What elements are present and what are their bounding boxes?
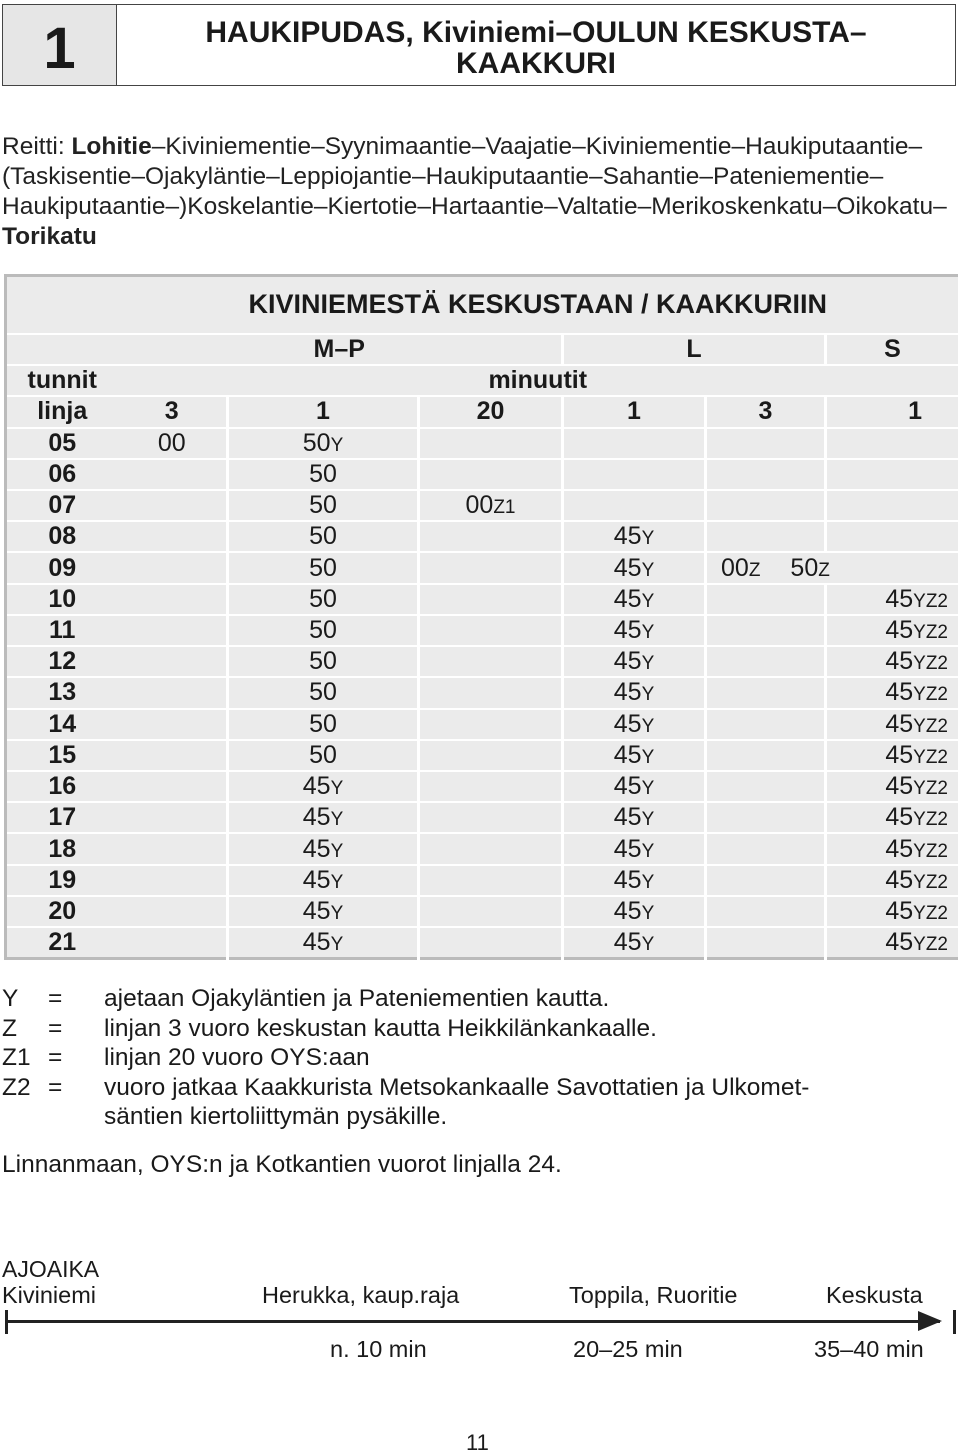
timetable (4, 274, 958, 960)
hour-cell: 15 (6, 740, 118, 771)
departure-minute: 45 (613, 522, 642, 551)
departure-cell (419, 615, 563, 646)
departure-minute: 45 (885, 928, 914, 957)
hour-cell: 11 (6, 615, 118, 646)
departure-minute: 45 (885, 616, 914, 644)
legend-key: Y (2, 985, 19, 1012)
timetable-row (6, 646, 960, 677)
departure-cell (228, 646, 419, 677)
departure-minute: 45 (613, 865, 642, 894)
departure-minute: 50 (309, 709, 337, 738)
departure-cell (228, 584, 419, 615)
departure-suffix: Y (641, 622, 655, 643)
timetable-row (6, 459, 960, 490)
legend-equals: = (48, 1044, 63, 1071)
axis-end-tick (953, 1310, 956, 1334)
departure-suffix: YZ2 (913, 934, 948, 956)
departure-cell (563, 646, 706, 677)
departure-suffix: YZ2 (913, 902, 948, 924)
hour-cell: 18 (6, 833, 118, 864)
timetable-row (6, 709, 960, 740)
hour-cell: 07 (6, 490, 118, 521)
departure-cell (228, 490, 419, 521)
departure-cell (118, 709, 228, 740)
timetable-row (6, 615, 960, 646)
departure-minute: 50 (309, 459, 337, 488)
departure-cell (228, 552, 419, 583)
departure-cell (706, 490, 826, 521)
departure-cell (228, 771, 419, 802)
departure-cell (706, 584, 826, 615)
departure-cell (118, 771, 228, 802)
departure-suffix: YZ2 (913, 715, 948, 737)
departure-minute: 45 (885, 772, 914, 801)
departure-cell (826, 677, 960, 708)
timetable-row (6, 677, 960, 708)
footnote: Linnanmaan, OYS:n ja Kotkantien vuorot linjalla 24. (2, 1151, 562, 1178)
route-title-line-1: HAUKIPUDAS, Kiviniemi–OULUN KESKUSTA– (205, 16, 867, 49)
departure-cell (419, 771, 563, 802)
departure-cell (118, 677, 228, 708)
departure-minute: 50 (309, 678, 337, 707)
departure-cell (826, 459, 960, 490)
hour-cell: 10 (6, 584, 118, 615)
departure-minute: 00 (157, 428, 186, 457)
timetable-row (6, 833, 960, 864)
departure-cell (228, 896, 419, 927)
departure-suffix: YZ2 (913, 809, 948, 831)
departure-suffix: Z (748, 559, 761, 581)
departure-minute: 45 (613, 896, 642, 925)
departure-cell (826, 615, 960, 646)
departure-cell (419, 677, 563, 708)
day-header-sunday: S (826, 334, 960, 365)
line-number: 3 (706, 396, 826, 427)
timetable-row (6, 521, 960, 552)
departure-cell (826, 584, 960, 615)
departure-minute: 45 (302, 865, 331, 894)
departure-minute: 45 (613, 740, 642, 769)
hour-cell: 17 (6, 802, 118, 833)
departure-suffix: Y (641, 715, 655, 737)
departure-cell (563, 552, 706, 583)
timetable-title: KIVINIEMESTÄ KESKUSTAAN / KAAKKURIIN (118, 276, 960, 334)
departure-cell (118, 646, 228, 677)
stop-toppila: Toppila, Ruoritie (569, 1282, 738, 1308)
route-via: –Kiviniementie–Syynimaantie–Vaajatie–Kiviniementie–Haukiputaantie–(Taskisentie–Ojakyläntie–Leppiojantie–Haukiputaantie–Sahantie–Pateniementie–Haukiputaantie–)Koskelantie–Kiertotie–Hartaantie–Valtatie–Merikoskenkatu–Oikokatu– (2, 133, 947, 220)
departure-minute: 50 (309, 491, 337, 520)
departure-minute: 45 (613, 584, 642, 613)
duration-herukka: n. 10 min (330, 1336, 427, 1362)
departure-minute: 50 (309, 616, 337, 644)
departure-minute: 45 (885, 740, 914, 769)
route-number: 1 (3, 5, 117, 85)
departure-cell (419, 927, 563, 958)
departure-minute: 50 (309, 740, 337, 769)
line-number: 1 (826, 396, 960, 427)
departure-cell (826, 771, 960, 802)
departure-cell (706, 428, 826, 459)
departure-suffix: Y (641, 684, 655, 706)
departure-minute: 50 (790, 553, 819, 582)
departure-cell (228, 521, 419, 552)
departure-cell (419, 833, 563, 864)
legend-equals: = (48, 1073, 63, 1101)
departure-minute: 50 (309, 553, 337, 582)
departure-cell (563, 615, 706, 646)
travel-time-axis (6, 1320, 940, 1323)
departure-cell (563, 771, 706, 802)
departure-cell (118, 459, 228, 490)
line-number: 1 (228, 396, 419, 427)
line-number: 20 (419, 396, 563, 427)
departure-minute: 50 (309, 522, 337, 551)
timetable-row (6, 927, 960, 958)
departure-cell (419, 459, 563, 490)
departure-cell (826, 521, 960, 552)
hour-cell: 21 (6, 927, 118, 958)
departure-cell (419, 896, 563, 927)
timetable-row (6, 428, 960, 459)
departure-suffix: Z (818, 559, 830, 581)
line-header: linja (6, 396, 118, 427)
departure-cell (563, 428, 706, 459)
day-header-weekdays: M–P (118, 334, 563, 365)
departure-cell (228, 428, 419, 459)
departure-cell (563, 802, 706, 833)
departure-cell (826, 833, 960, 864)
line-number: 3 (118, 396, 228, 427)
departure-minute: 45 (302, 803, 331, 832)
legend-equals: = (48, 1014, 63, 1042)
departure-minute: 50 (309, 584, 337, 613)
departure-suffix: YZ2 (913, 590, 948, 612)
hour-cell: 19 (6, 865, 118, 896)
departure-cell (419, 552, 563, 583)
legend-text (104, 1073, 956, 1132)
departure-minute: 45 (885, 865, 914, 894)
departure-cell (826, 740, 960, 771)
departure-minute: 45 (613, 803, 642, 832)
departure-minute: 45 (302, 834, 331, 863)
legend-text: linjan 20 vuoro OYS:aan (104, 1044, 370, 1071)
departure-minute: 45 (885, 834, 914, 863)
departure-cell (706, 459, 826, 490)
travel-time-title: AJOAIKA (2, 1256, 100, 1282)
hour-cell: 08 (6, 521, 118, 552)
legend-key: Z1 (2, 1044, 31, 1071)
departure-minute: 45 (613, 616, 642, 644)
departure-cell (419, 709, 563, 740)
departure-cell (706, 896, 826, 927)
duration-keskusta: 35–40 min (814, 1336, 924, 1362)
departure-suffix: YZ2 (913, 871, 948, 893)
departure-suffix: YZ2 (913, 778, 948, 800)
arrow-right-icon (918, 1311, 942, 1331)
legend-item (2, 1073, 956, 1132)
departure-suffix: YZ2 (913, 840, 948, 862)
departure-cell (706, 802, 826, 833)
departure-cell (228, 677, 419, 708)
departure-suffix: Y (641, 840, 655, 862)
departure-cell (563, 459, 706, 490)
hour-cell: 14 (6, 709, 118, 740)
departure-suffix: Y (641, 528, 655, 550)
legend-key: Z2 (2, 1073, 31, 1101)
departure-suffix: YZ2 (913, 653, 948, 675)
departure-cell (563, 833, 706, 864)
departure-suffix: Y (641, 778, 655, 800)
minutes-header: minuutit (118, 365, 960, 396)
stop-keskusta: Keskusta (826, 1282, 923, 1308)
departure-cell (706, 521, 826, 552)
departure-cell (118, 740, 228, 771)
axis-start-tick (5, 1310, 8, 1334)
stop-herukka: Herukka, kaup.raja (262, 1282, 460, 1308)
departure-cell (419, 646, 563, 677)
departure-suffix: Y (641, 871, 655, 893)
departure-cell (228, 615, 419, 646)
departure-minute: 45 (613, 647, 642, 676)
line-number: 1 (563, 396, 706, 427)
departure-minute: 50 (302, 428, 331, 457)
timetable-row (6, 584, 960, 615)
departure-cell (706, 865, 826, 896)
departure-cell (419, 584, 563, 615)
legend-item (2, 1043, 956, 1073)
departure-cell (228, 709, 419, 740)
departure-suffix: YZ2 (913, 746, 948, 768)
departure-minute: 45 (885, 678, 914, 707)
departure-cell (826, 896, 960, 927)
departure-minute: 45 (613, 928, 642, 957)
departure-cell (118, 584, 228, 615)
departure-cell (563, 927, 706, 958)
departure-suffix: Y (330, 809, 344, 831)
departure-suffix: Y (330, 434, 344, 456)
stop-kiviniemi: Kiviniemi (2, 1282, 97, 1308)
departure-cell (118, 552, 228, 583)
departure-cell (118, 927, 228, 958)
departure-suffix: YZ2 (913, 622, 948, 643)
departure-suffix: Z1 (493, 497, 516, 519)
departure-minute: 45 (302, 928, 331, 957)
departure-cell (706, 646, 826, 677)
legend-equals: = (48, 985, 63, 1012)
departure-minute: 45 (885, 584, 914, 613)
departure-cell (228, 802, 419, 833)
timetable-row (6, 896, 960, 927)
departure-cell (419, 521, 563, 552)
timetable-row (6, 802, 960, 833)
legend-item (2, 1014, 956, 1044)
route-start-stop: Lohitie (71, 133, 152, 160)
departure-cell (419, 865, 563, 896)
departure-minute: 45 (302, 896, 331, 925)
departure-minute: 50 (309, 647, 337, 676)
departure-cell (706, 833, 826, 864)
hour-cell: 13 (6, 677, 118, 708)
route-label: Reitti: (2, 133, 72, 160)
departure-cell (118, 833, 228, 864)
departure-cell (563, 865, 706, 896)
departure-cell (118, 615, 228, 646)
departure-cell (228, 927, 419, 958)
timetable-row (6, 740, 960, 771)
departure-suffix: Y (641, 746, 655, 768)
duration-toppila: 20–25 min (573, 1336, 683, 1362)
departure-minute: 45 (885, 709, 914, 738)
route-header (2, 4, 956, 86)
departure-cell (228, 833, 419, 864)
departure-cell (706, 927, 826, 958)
departure-cell (826, 490, 960, 521)
hour-cell: 06 (6, 459, 118, 490)
hours-header: tunnit (6, 365, 118, 396)
hour-cell: 09 (6, 552, 118, 583)
legend-text-line-2: säntien kiertoliittymän pysäkille. (104, 1103, 448, 1130)
departure-cell (563, 584, 706, 615)
departure-cell (563, 740, 706, 771)
hour-cell: 20 (6, 896, 118, 927)
departure-minute: 45 (613, 709, 642, 738)
departure-cell (563, 677, 706, 708)
departure-cell (706, 709, 826, 740)
departure-minute: 45 (613, 772, 642, 801)
legend-text-line-1: vuoro jatkaa Kaakkurista Metsokankaalle Savottatien ja Ulkomet- (104, 1073, 810, 1101)
departure-cell (118, 521, 228, 552)
timetable-row (6, 771, 960, 802)
departure-cell (706, 552, 960, 583)
legend-text: ajetaan Ojakyläntien ja Pateniementien kautta. (104, 985, 610, 1012)
departure-minute: 45 (885, 803, 914, 832)
departure-suffix: Y (330, 871, 344, 893)
empty-cell (6, 334, 118, 365)
departure-suffix: Y (330, 778, 344, 800)
departure-minute: 45 (613, 553, 642, 582)
legend (2, 984, 956, 1132)
departure-cell (118, 802, 228, 833)
route-title-line-2: KAAKKURI (456, 47, 616, 80)
hour-cell: 12 (6, 646, 118, 677)
departure-minute: 45 (885, 896, 914, 925)
departure-cell (118, 490, 228, 521)
departure-cell (118, 865, 228, 896)
page-number: 11 (466, 1430, 489, 1454)
legend-key: Z (2, 1014, 17, 1042)
departure-suffix: Y (330, 934, 344, 956)
departure-cell (706, 771, 826, 802)
day-header-saturday: L (563, 334, 826, 365)
departure-cell (419, 740, 563, 771)
departure-cell (563, 896, 706, 927)
departure-cell (706, 740, 826, 771)
departure-cell (826, 802, 960, 833)
departure-suffix: Y (641, 809, 655, 831)
timetable-row (6, 865, 960, 896)
departure-cell (826, 865, 960, 896)
timetable-corner (6, 276, 118, 334)
departure-minute: 00 (721, 553, 749, 582)
route-description (2, 132, 956, 252)
departure-cell (563, 490, 706, 521)
departure-cell (228, 740, 419, 771)
departure-minute: 45 (885, 647, 914, 676)
timetable-grid (4, 274, 960, 960)
departure-cell (826, 428, 960, 459)
hour-cell: 05 (6, 428, 118, 459)
departure-cell (118, 428, 228, 459)
departure-cell (826, 709, 960, 740)
departure-cell (826, 927, 960, 958)
departure-suffix: Y (330, 840, 344, 862)
departure-cell (706, 677, 826, 708)
departure-suffix: Y (641, 559, 655, 581)
departure-minute: 45 (613, 678, 642, 707)
departure-cell (563, 521, 706, 552)
timetable-row (6, 552, 960, 583)
departure-cell (706, 615, 826, 646)
departure-minute: 45 (613, 834, 642, 863)
hour-cell: 16 (6, 771, 118, 802)
route-end-stop: Torikatu (2, 223, 97, 250)
departure-cell (419, 802, 563, 833)
timetable-row (6, 490, 960, 521)
route-title (117, 5, 955, 85)
departure-cell (563, 709, 706, 740)
departure-cell (826, 646, 960, 677)
departure-cell (419, 428, 563, 459)
legend-text: linjan 3 vuoro keskustan kautta Heikkilänkankaalle. (104, 1014, 657, 1042)
departure-suffix: Y (641, 590, 655, 612)
departure-suffix: Y (641, 902, 655, 924)
departure-suffix: Y (641, 934, 655, 956)
departure-cell (228, 459, 419, 490)
departure-cell (118, 896, 228, 927)
departure-cell (419, 490, 563, 521)
departure-suffix: Y (641, 653, 655, 675)
departure-minute: 45 (302, 772, 331, 801)
legend-item (2, 984, 956, 1014)
departure-cell (228, 865, 419, 896)
departure-suffix: Y (330, 902, 344, 924)
departure-minute: 00 (465, 491, 494, 520)
departure-suffix: YZ2 (913, 684, 948, 706)
